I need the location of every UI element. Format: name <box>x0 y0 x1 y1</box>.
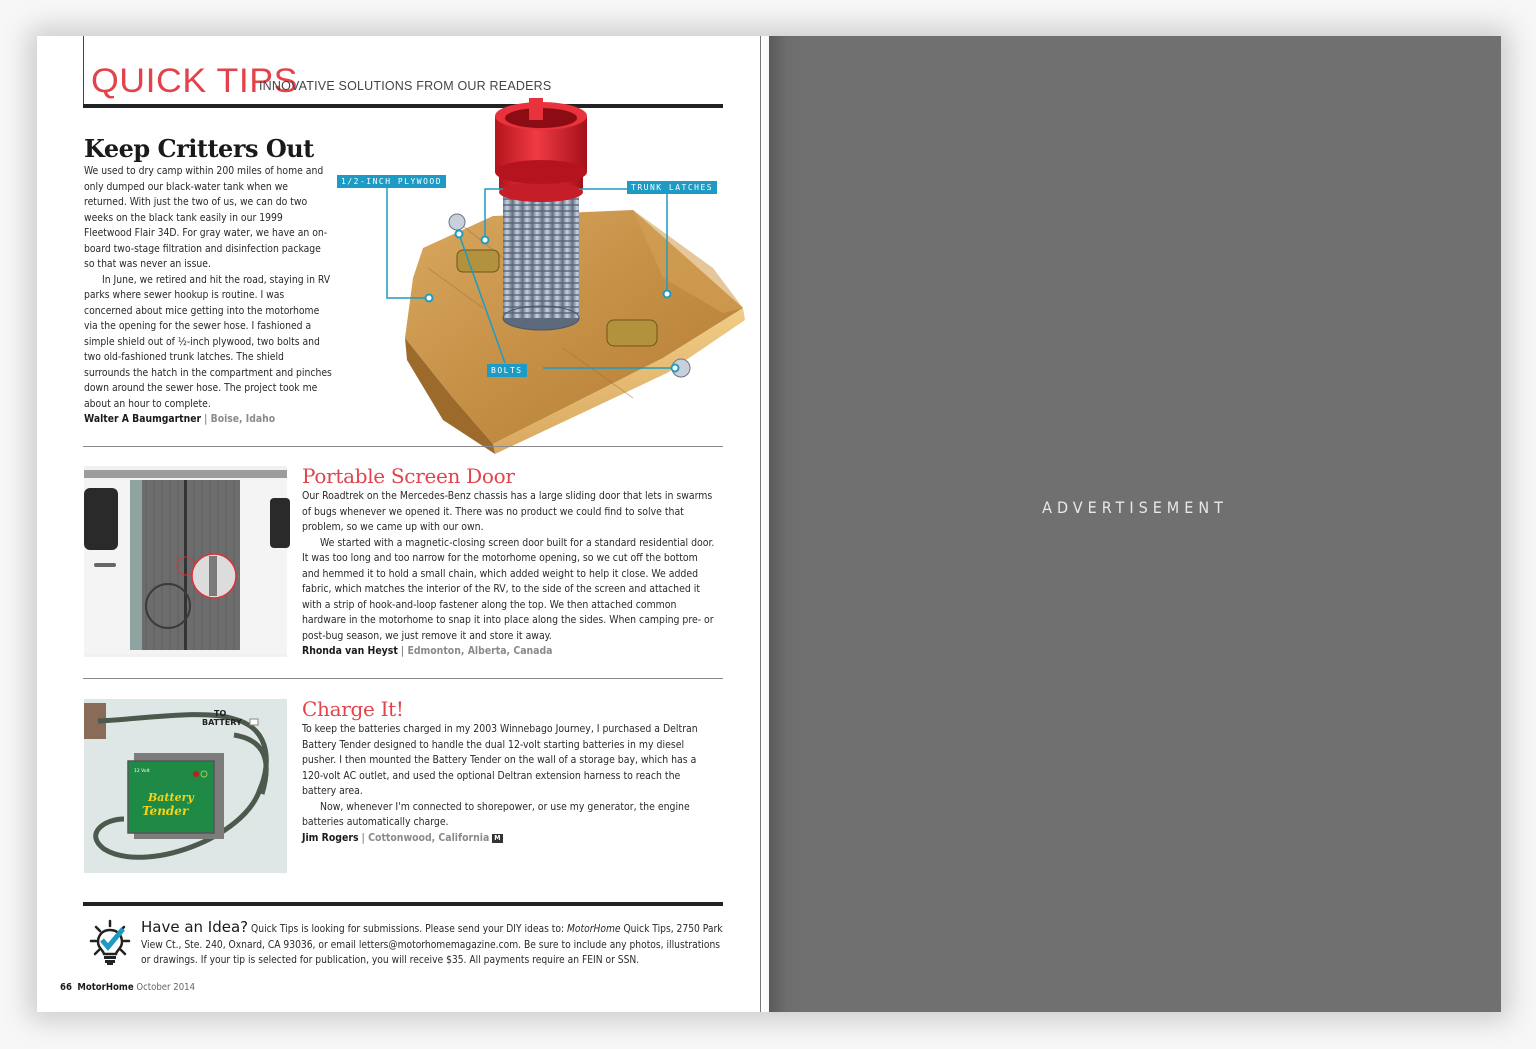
author-location: Boise, Idaho <box>210 413 276 425</box>
paragraph: We started with a magnetic-closing screen door built for a standard residential door. It was too long and too narrow for the motorhome opening, so we cut off the bottom and hemmed it to hold a small chain, which added weight to help it close. We added fabric, which matches the interior of the RV, to the side of the screen and attached it with a strip of hook-and-loop fastener along the top. We then attached common hardware in the motorhome to snap it into place along the sides. When camping pre- or post-bug season, we just remove it and store it away. <box>302 536 715 642</box>
section-subtitle: INNOVATIVE SOLUTIONS FROM OUR READERS <box>259 79 552 93</box>
section-divider <box>83 678 723 679</box>
lightbulb-check-icon <box>90 920 130 966</box>
page-footer <box>60 982 195 993</box>
article-title-charge-it: Charge It! <box>302 697 404 721</box>
article-title-keep-critters: Keep Critters Out <box>84 134 314 163</box>
end-mark-icon: M <box>494 833 501 842</box>
submission-title: Have an Idea? <box>141 918 249 936</box>
paragraph: Our Roadtrek on the Mercedes-Benz chassis has a large sliding door that lets in swarms of bugs whenever we opened it. There was no product we could find to solve that problem, so we came up with our own. <box>302 490 713 533</box>
page-number: 66 <box>60 982 72 993</box>
paragraph: We used to dry camp within 200 miles of home and only dumped our black-water tank when we returned. With just the two of us, we can do two weeks on the black tank easily in our 1999 Fleetwood Flair 34D. For gray water, we have an on-board two-stage filtration and disinfection package so that was never an issue. <box>84 165 328 270</box>
author-location: Cottonwood, California <box>368 831 490 844</box>
battery-tender-illustration <box>84 699 287 873</box>
svg-text:BATTERY: BATTERY <box>202 718 242 727</box>
paragraph: In June, we retired and hit the road, staying in RV parks where sewer hookup is routine. I was concerned about mice getting into the motorhome via the opening for the sewer hose. I fashioned a simple shield out of ½-inch plywood, two bolts and two old-fashioned trunk latches. The shield surrounds the hatch in the compartment and pinches down around the sewer hose. The project took me about an hour to complete. <box>84 273 332 410</box>
section-title: QUICK TIPS <box>91 62 298 100</box>
article-body-charge-it <box>302 722 717 846</box>
callout-bolts: BOLTS <box>487 364 527 377</box>
byline: Jim Rogers | Cottonwood, California M <box>302 831 501 844</box>
magazine-name: MotorHome <box>77 982 134 993</box>
paragraph: Now, whenever I'm connected to shorepower, or use my generator, the engine batteries automatically charge. <box>302 800 690 828</box>
article-body-screen-door <box>302 489 717 660</box>
svg-text:12 Volt: 12 Volt <box>134 769 150 774</box>
byline: Walter A Baumgartner | Boise, Idaho <box>84 413 276 425</box>
author-location: Edmonton, Alberta, Canada <box>407 645 553 657</box>
sewer-shield-illustration <box>333 98 753 454</box>
byline: Rhonda van Heyst | Edmonton, Alberta, Canada <box>302 645 553 657</box>
article-title-screen-door: Portable Screen Door <box>302 464 515 488</box>
author-name: Walter A Baumgartner <box>84 413 202 425</box>
callout-trunk-latches: TRUNK LATCHES <box>627 181 717 194</box>
paragraph: To keep the batteries charged in my 2003 Winnebago Journey, I purchased a Deltran Battery Tender designed to handle the dual 12-volt starting batteries in my diesel pusher. I then mounted the Battery Tender on the wall of a storage bay, which has a 120-volt AC outlet, and used the optional Deltran extension harness to reach the battery area. <box>302 723 698 797</box>
advertisement-label: ADVERTISEMENT <box>1042 498 1228 517</box>
header-divider <box>83 36 84 106</box>
callout-plywood: 1/2-INCH PLYWOOD <box>337 175 446 188</box>
svg-text:Battery: Battery <box>148 791 194 804</box>
left-page <box>37 36 769 1012</box>
author-name: Jim Rogers <box>302 831 359 844</box>
article-body-keep-critters <box>84 164 332 428</box>
submission-notice: Have an Idea? Quick Tips is looking for submissions. Please send your DIY ideas to: MotorHome Quick Tips, 2750 Park View Ct., Ste. 240, Oxnard, CA 93036, or email letters@motorhomemagazine.com. Be sure to include any photos, illustrations or drawings. If your tip is selected for publication, you will receive $35. All payments require an FEIN or SSN. <box>141 918 723 966</box>
svg-text:Tender: Tender <box>142 804 189 818</box>
footer-rule <box>83 902 723 906</box>
issue-date: October 2014 <box>136 982 196 993</box>
screen-door-illustration <box>84 466 287 657</box>
author-name: Rhonda van Heyst <box>302 645 398 657</box>
section-divider <box>83 446 723 447</box>
svg-text:TO: TO <box>214 709 227 718</box>
advertisement-page[interactable] <box>769 36 1501 1012</box>
